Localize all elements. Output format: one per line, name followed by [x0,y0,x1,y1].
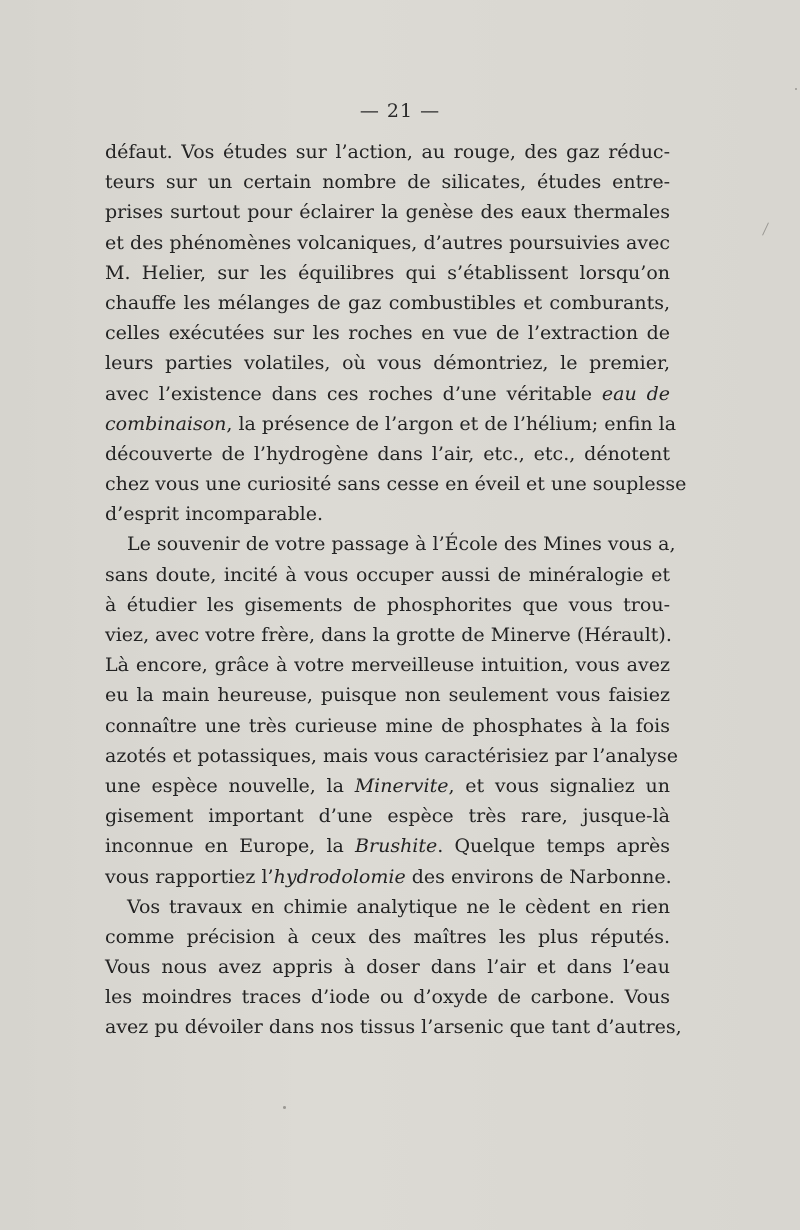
text-line [105,469,687,499]
text-line [105,590,670,620]
text-segment: connaître une très curieuse mine de phosphates à la fois [105,714,670,737]
text-segment: défaut. Vos études sur l’action, au rouge, des gaz réduc- [105,141,670,163]
text-segment: inconnue en Europe, la [105,835,356,858]
text-line [105,137,670,167]
text-segment: chauffe les mélanges de gaz combustibles et comburants, [105,291,670,314]
text-line [105,922,670,952]
text-line [105,982,670,1012]
text-line [105,167,670,197]
text-segment: gisement important d’une espèce très rare, jusque-là [105,805,670,828]
text-segment: chez vous une curiosité sans cesse en éveil et une souplesse [105,473,687,496]
text-line [105,560,670,590]
text-line [105,529,676,559]
text-segment: avez pu dévoiler dans nos tissus l’arsenic que tant d’autres, [105,1016,682,1039]
text-line [105,409,677,439]
text-segment: leurs parties volatiles, où vous démontriez, le premier, [105,352,670,375]
text-segment: celles exécutées sur les roches en vue de l’extraction de [105,322,670,345]
text-line [105,831,670,861]
text-line [105,228,670,258]
body-text [105,137,687,1043]
paper-speck [283,1106,286,1109]
text-line [105,258,670,288]
text-segment: des environs de Narbonne. [405,865,672,888]
text-segment: vous rapportiez l’ [105,865,274,888]
text-line [105,680,670,710]
text-segment: Là encore, grâce à votre merveilleuse intuition, vous avez [105,654,670,677]
italic-term: hydrodolomie [273,865,406,888]
text-segment: azotés et potassiques, mais vous caractérisiez par l’analyse [105,744,678,767]
text-segment: Le souvenir de votre passage à l’École des Mines vous a, [127,533,676,556]
text-line [105,892,670,922]
text-segment: d’esprit incomparable. [105,503,324,526]
text-segment: les moindres traces d’iode ou d’oxyde de carbone. Vous [105,986,670,1009]
text-line [105,1012,682,1042]
text-segment: viez, avec votre frère, dans la grotte de Minerve (Hérault). [105,624,672,646]
italic-term: Minervite [354,774,449,797]
text-segment: , la présence de l’argon et de l’hélium; enfin la [226,412,677,435]
text-line [105,650,670,680]
text-segment: M. Helier, sur les équilibres qui s’établissent lorsqu’on [105,261,670,284]
text-line [105,711,670,741]
text-line [105,318,670,348]
italic-term: combinaison [105,412,227,435]
paper-mark [762,222,769,235]
text-segment: découverte de l’hydrogène dans l’air, etc., etc., dénotent [105,442,670,465]
text-line [105,348,670,378]
text-line [105,801,670,831]
text-segment: eu la main heureuse, puisque non seulement vous faisiez [105,684,670,707]
text-segment: . Quelque temps après [437,835,670,858]
italic-term: Brushite [355,835,438,858]
text-line [105,620,670,650]
text-line [105,379,670,409]
text-line [105,288,670,318]
text-segment: prises surtout pour éclairer la genèse des eaux thermales [105,201,670,224]
text-segment: et des phénomènes volcaniques, d’autres poursuivies avec [105,231,670,254]
text-segment: teurs sur un certain nombre de silicates, études entre- [105,171,670,194]
text-line [105,499,670,529]
text-segment: comme précision à ceux des maîtres les plus réputés. [105,925,670,948]
text-segment: , et vous signaliez un [448,774,670,797]
text-line [105,862,670,892]
text-segment: Vous nous avez appris à doser dans l’air et dans l’eau [105,956,670,979]
text-line [105,197,670,227]
text-line [105,439,670,469]
text-segment: sans doute, incité à vous occuper aussi de minéralogie et [105,563,670,586]
text-segment: avec l’existence dans ces roches d’une véritable [105,382,602,405]
text-segment: à étudier les gisements de phosphorites que vous trou- [105,593,670,616]
paper-speck [795,88,797,90]
italic-term: eau de [601,382,671,405]
text-segment: Vos travaux en chimie analytique ne le cèdent en rien [127,895,670,918]
page-number: — 21 — [359,100,441,122]
text-line [105,771,670,801]
text-line [105,952,670,982]
text-segment: une espèce nouvelle, la [105,774,355,797]
text-line [105,741,678,771]
